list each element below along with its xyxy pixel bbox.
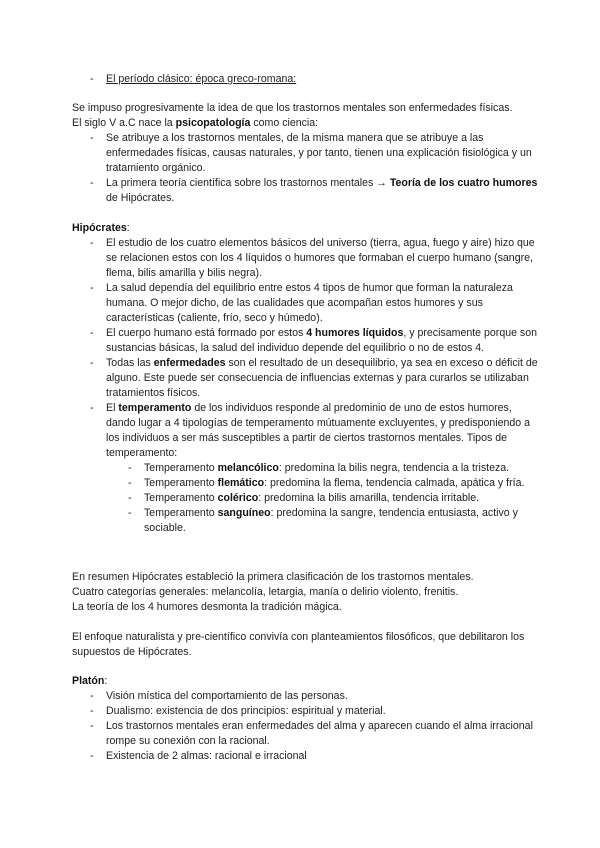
list-item: - Se atribuye a los trastornos mentales, de la misma manera que se atribuye a las enfermedades físicas, causas naturales, y por tanto, tienen una explicación fisiológica y un tratamiento orgánico.	[72, 131, 542, 176]
intro-list	[72, 131, 542, 206]
list-item: - Temperamento colérico: predomina la bilis amarilla, tendencia irritable.	[72, 491, 542, 506]
list-item: - El estudio de los cuatro elementos básicos del universo (tierra, agua, fuego y aire) hizo que se relacionen estos con los 4 líquidos o humores que formaban el cuerpo humano (sangre, flema, bilis amarilla y bilis negra).	[72, 236, 542, 281]
platon-heading: Platón:	[72, 675, 108, 687]
list-item: - El cuerpo humano está formado por estos 4 humores líquidos, y precisamente porque son sustancias básicas, la salud del individuo depende del equilibrio o no de estos 4.	[72, 326, 542, 356]
list-item: - La primera teoría científica sobre los trastornos mentales → Teoría de los cuatro humores de Hipócrates.	[72, 176, 542, 206]
list-item: - Todas las enfermedades son el resultado de un desequilibrio, ya sea en exceso o déficit de alguno. Este puede ser consecuencia de influencias externas y para curarlos se utilizaban tratamientos físicos.	[72, 356, 542, 401]
platon-list	[72, 689, 542, 764]
section-platon	[72, 674, 542, 764]
list-item: - El temperamento de los individuos responde al predominio de uno de estos humores, dando lugar a 4 tipologías de temperamento mútuamente excluyentes, y predisponiendo a los individuos a ser más susceptibles a partir de ciertos trastornos mentales. Tipos de temperamento:	[72, 401, 542, 461]
naturalist-paragraph: El enfoque naturalista y pre-científico convivía con planteamientos filosóficos, que debilitaron los supuestos de Hipócrates.	[72, 631, 525, 658]
list-item: - Temperamento melancólico: predomina la bilis negra, tendencia a la tristeza.	[72, 461, 542, 476]
summary-line: En resumen Hipócrates estableció la primera clasificación de los trastornos mentales.	[72, 571, 474, 583]
list-item: - Visión mística del comportamiento de las personas.	[72, 689, 542, 704]
hipocrates-list	[72, 236, 542, 461]
list-item: - Los trastornos mentales eran enfermedades del alma y aparecen cuando el alma irracional rompe su conexión con la racional.	[72, 719, 542, 749]
temperament-list	[72, 461, 542, 536]
section-period	[72, 72, 542, 87]
section-summary	[72, 570, 542, 615]
list-item: - Temperamento sanguíneo: predomina la sangre, tendencia entusiasta, activo y sociable.	[72, 506, 542, 536]
intro-paragraph: Se impuso progresivamente la idea de que los trastornos mentales son enfermedades físicas.	[72, 102, 513, 114]
list-item: - Dualismo: existencia de dos principios: espiritual y material.	[72, 704, 542, 719]
list-item: - Existencia de 2 almas: racional e irracional	[72, 749, 542, 764]
summary-line: La teoría de los 4 humores desmonta la tradición mágica.	[72, 601, 342, 613]
intro-line-siglo: El siglo V a.C nace la psicopatología como ciencia:	[72, 117, 319, 129]
period-list	[72, 72, 542, 87]
section-naturalist	[72, 630, 542, 660]
period-title: El período clásico: época greco-romana:	[106, 73, 297, 85]
section-hipocrates	[72, 221, 542, 536]
hipocrates-heading: Hipócrates:	[72, 222, 130, 234]
list-item	[72, 72, 542, 87]
list-item: - Temperamento flemático: predomina la flema, tendencia calmada, apática y fría.	[72, 476, 542, 491]
list-item: - La salud dependía del equilibrio entre estos 4 tipos de humor que forman la naturaleza humana. O mejor dicho, de las cualidades que acompañan estos humores y sus características (caliente, frío, seco y húmedo).	[72, 281, 542, 326]
summary-line: Cuatro categorías generales: melancolía, letargia, manía o delirio violento, frenitis.	[72, 586, 459, 598]
section-intro	[72, 101, 542, 206]
